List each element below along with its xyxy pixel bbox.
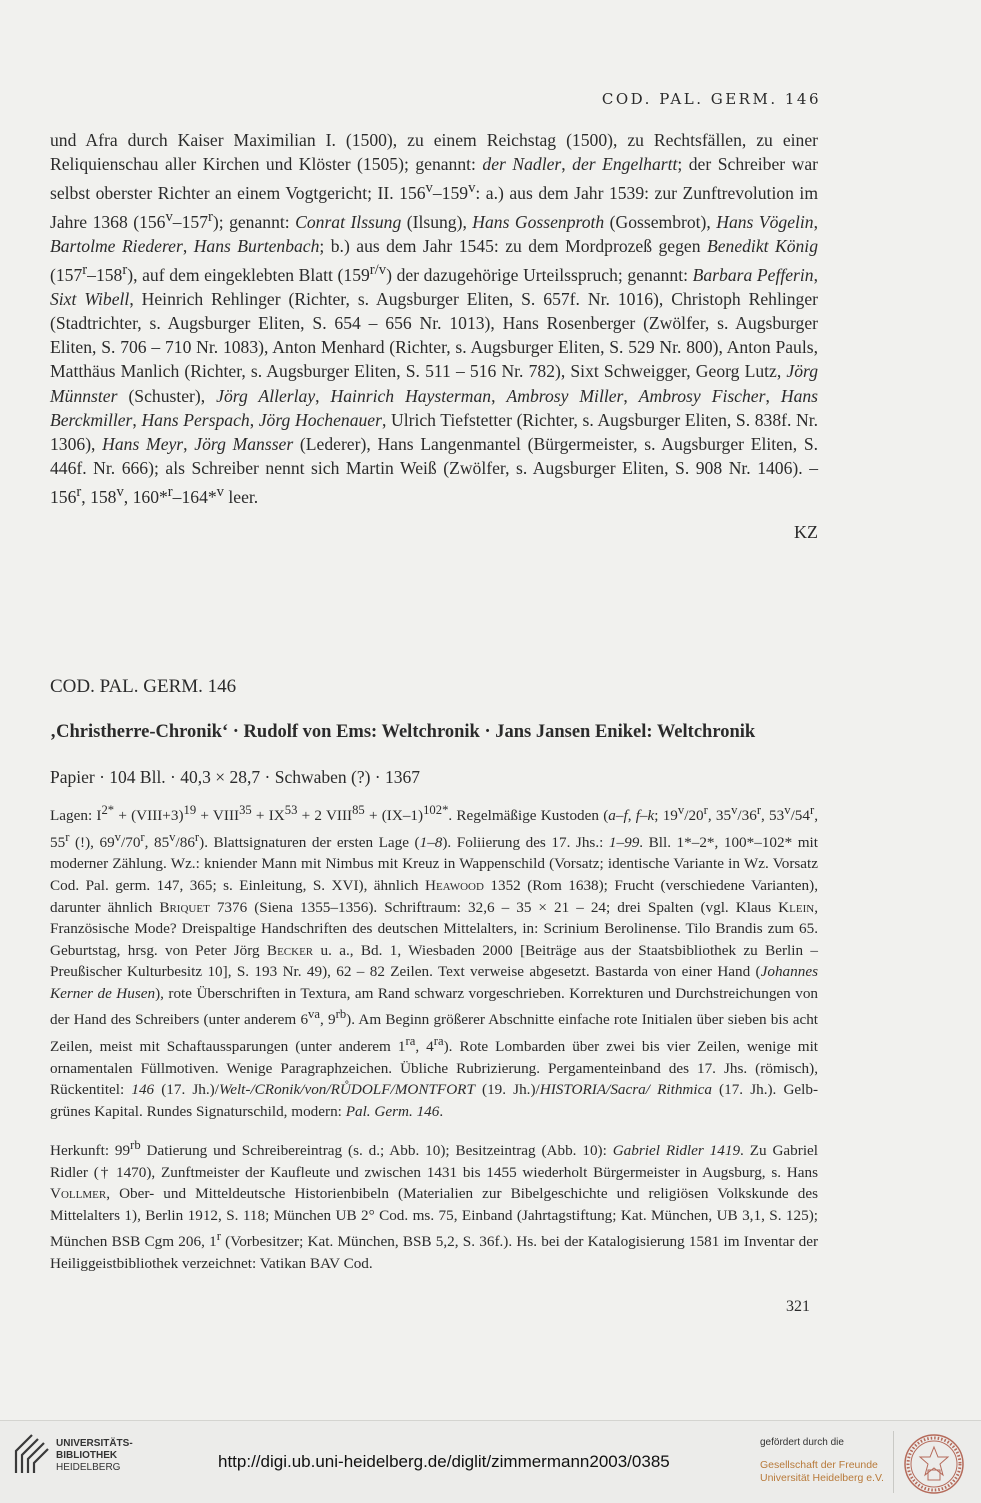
entry-heading: COD. PAL. GERM. 146 xyxy=(50,676,237,697)
lagen-text: Lagen: $I^{2*}$ + (VIII+3)$^{19}$ + $VIII^{35} + IX^{53} + 2$ $VIII^{85} + (IX-1)^{102*}$. Regelmäßige Kustoden (a–f, f–k; 19$^v$/20$^r$, 35$^v$/36$^r$, 53$^v$/54$^r$, 55$^r$ (!), 69$^v$/70$^r$, 85$^v$/86$^r$). Blattsignaturen der ersten Lage (1–8). Foliierung des 17. Jhs.: 1–99. Bll. 1*–2*, 100*–102* mit moderner Zählung. Wz.: kniender Mann mit Nimbus mit Kreuz in Wappenschild (Vorsatz; identische Variante in Wz. Vorsatz Cod. Pal. germ. 147, 365; s. Einleitung, S. XVI), ähnlich Heawood 1352 (Rom 1638); Frucht (verschiedene Varianten), darunter ähnlich Briquet 7376 (Siena 1355–1356). Schriftraum: 32,6 – 35 × 21 – 24; drei Spalten (vgl. Klaus Klein, Französische Mode? Dreispaltige Handschriften des deutschen Mittelalters, in: Scrinium Berolinense. Tilo Brandis zum 65. Geburtstag, hrsg. von Peter Jörg Becker u. a., Bd. 1, Wiesbaden 2000 [Beiträge aus der Staatsbibliothek zu Berlin – Preußischer Kulturbesitz 10], S. 193 Nr. 49), 62 – 82 Zeilen. Text verweise abgesetzt. Bastarda von einer Hand (Johannes Kerner de Husen), rote Überschriften in Textura, am Rand schwarz vorgeschrieben. Korrekturen und Durchstreichungen von der Hand des Schreibers (unter anderem $6^{va}$, $9^{rb}$). Am Beginn größerer Abschnitte einfache rote Initialen über sieben bis acht Zeilen, meist mit Schaftaussparungen (unter anderem $1^{ra}$, $4^{ra}$). Rote Lombarden über zwei bis vier Zeilen, wenige mit ornamentalen Füllmotiven. Wenige Paragraphzeichen. Übliche Rubrizierung. Pergamenteinband des 17. Jhs. (römisch), Rückentitel: 146 (17. Jh.)/Welt-/CRonik/von/RŮDOLF/MONTFORT (19. Jh.)/HISTORIA/Sacra/ Rithmica (17. Jh.). Gelb-grünes Kapital. Rundes Signaturschild, modern: Pal. Germ. 146. xyxy=(50,803,819,1120)
library-line: UNIVERSITÄTS- xyxy=(56,1438,133,1449)
entry-title: ‚Christherre-Chronik‘ · Rudolf von Ems: Weltchronik · Jans Jansen Enikel: Weltchronik xyxy=(50,722,756,742)
continuation-text: und Afra durch Kaiser Maximilian I. (1500), zu einem Reichstag (1500), zu Rechtsfällen, zu einer Reliquienschau aller Kirchen und Klöster (1505); genannt: der Nadler, der Engelhartt; der Schreiber war selbst oberster Richter an einem Vogtgericht; II. 156$^v$–159$^v$: a.) aus dem Jahr 1539: zur Zunftrevolution im Jahre 1368 (156$^v$–157$^r$); genannt: Conrat Ilssung (Ilsung), Hans Gossenproth (Gossembrot), Hans Vögelin, Bartolme Riederer, Hans Burtenbach; b.) aus dem Jahr 1545: zu dem Mordprozeß gegen Benedikt König (157$^r$–158$^r$), auf dem eingeklebten Blatt $(159^{r/v})$ der dazugehörige Urteilsspruch; genannt: Barbara Pefferin, Sixt Wibell, Heinrich Rehlinger (Richter, s. Augsburger Eliten, S. 657f. Nr. 1016), Christoph Rehlinger (Stadtrichter, s. Augsburger Eliten, S. 654 – 656 Nr. 1013), Hans Rosenberger (Zwölfer, s. Augsburger Eliten, S. 706 – 710 Nr. 1083), Anton Menhard (Richter, s. Augsburger Eliten, S. 529 Nr. 800), Anton Pauls, Matthäus Manlich (Richter, s. Augsburger Eliten, S. 511 – 516 Nr. 782), Sixt Schweigger, Georg Lutz, Jörg Münnster (Schuster), Jörg Allerlay, Hainrich Haysterman, Ambrosy Miller, Ambrosy Fischer, Hans Berckmiller, Hans Perspach, Jörg Hochenauer, Ulrich Tiefstetter (Richter, s. Augsburger Eliten, S. 838f. Nr. 1306), Hans Meyr, Jörg Mansser (Lederer), Hans Langenmantel (Bürgermeister, s. Augsburger Eliten, S. 446f. Nr. 666); als Schreiber nennt sich Martin Weiß (Zwölfer, s. Augsburger Eliten, S. 908 Nr. 1406). – 156$^r$, 158$^v$, 160*$^r$–164*$^v$ leer. xyxy=(50,130,819,507)
sponsor-label: gefördert durch die xyxy=(760,1437,844,1448)
lagen-paragraph xyxy=(50,800,818,1123)
ub-heidelberg-logo-icon[interactable] xyxy=(14,1431,50,1475)
page-number: 321 xyxy=(786,1298,810,1315)
herkunft-paragraph xyxy=(50,1135,818,1275)
herkunft-text: Herkunft: $99^{rb}$ Datierung und Schreibereintrag (s. d.; Abb. 10); Besitzeintrag (Abb. 10): Gabriel Ridler 1419. Zu Gabriel Ridler († 1470), Zunftmeister der Kaufleute und zwischen 1431 bis 1455 wiederholt Bürgermeister in Augsburg, s. Hans Vollmer, Ober- und Mitteldeutsche Historienbibeln (Materialien zur Bibelgeschichte und religiösen Volkskunde des Mittelalters 1), Berlin 1912, S. 118; München UB 2° Cod. ms. 75, Einband (Jahrtagstiftung; Kat. München, UB 3,1, S. 125); München BSB Cgm 206, 1$^r$ (Vorbesitzer; Kat. München, BSB 5,2, S. 36f.). Hs. bei der Katalogisierung 1581 im Inventar der Heiliggeistbibliothek verzeichnet: Vatikan BAV Cod. xyxy=(50,1138,819,1273)
viewer-footer xyxy=(0,1420,981,1503)
permalink-url[interactable]: http://digi.ub.uni-heidelberg.de/diglit/zimmermann2003/0385 xyxy=(218,1452,670,1471)
running-head: COD. PAL. GERM. 146 xyxy=(601,90,821,108)
library-line: HEIDELBERG xyxy=(56,1462,121,1473)
sponsor-name[interactable] xyxy=(760,1459,884,1485)
entry-physical-description: Papier · 104 Bll. · 40,3 × 28,7 · Schwaben (?) · 1367 xyxy=(50,767,421,787)
sponsor-line: Universität Heidelberg e.V. xyxy=(760,1472,884,1484)
university-seal-icon[interactable] xyxy=(903,1433,965,1495)
sponsor-line: Gesellschaft der Freunde xyxy=(760,1459,878,1471)
author-initials: KZ xyxy=(794,522,818,542)
library-name[interactable] xyxy=(56,1438,133,1474)
library-line: BIBLIOTHEK xyxy=(56,1450,118,1461)
continuation-paragraph xyxy=(50,128,818,509)
footer-divider xyxy=(893,1431,894,1493)
